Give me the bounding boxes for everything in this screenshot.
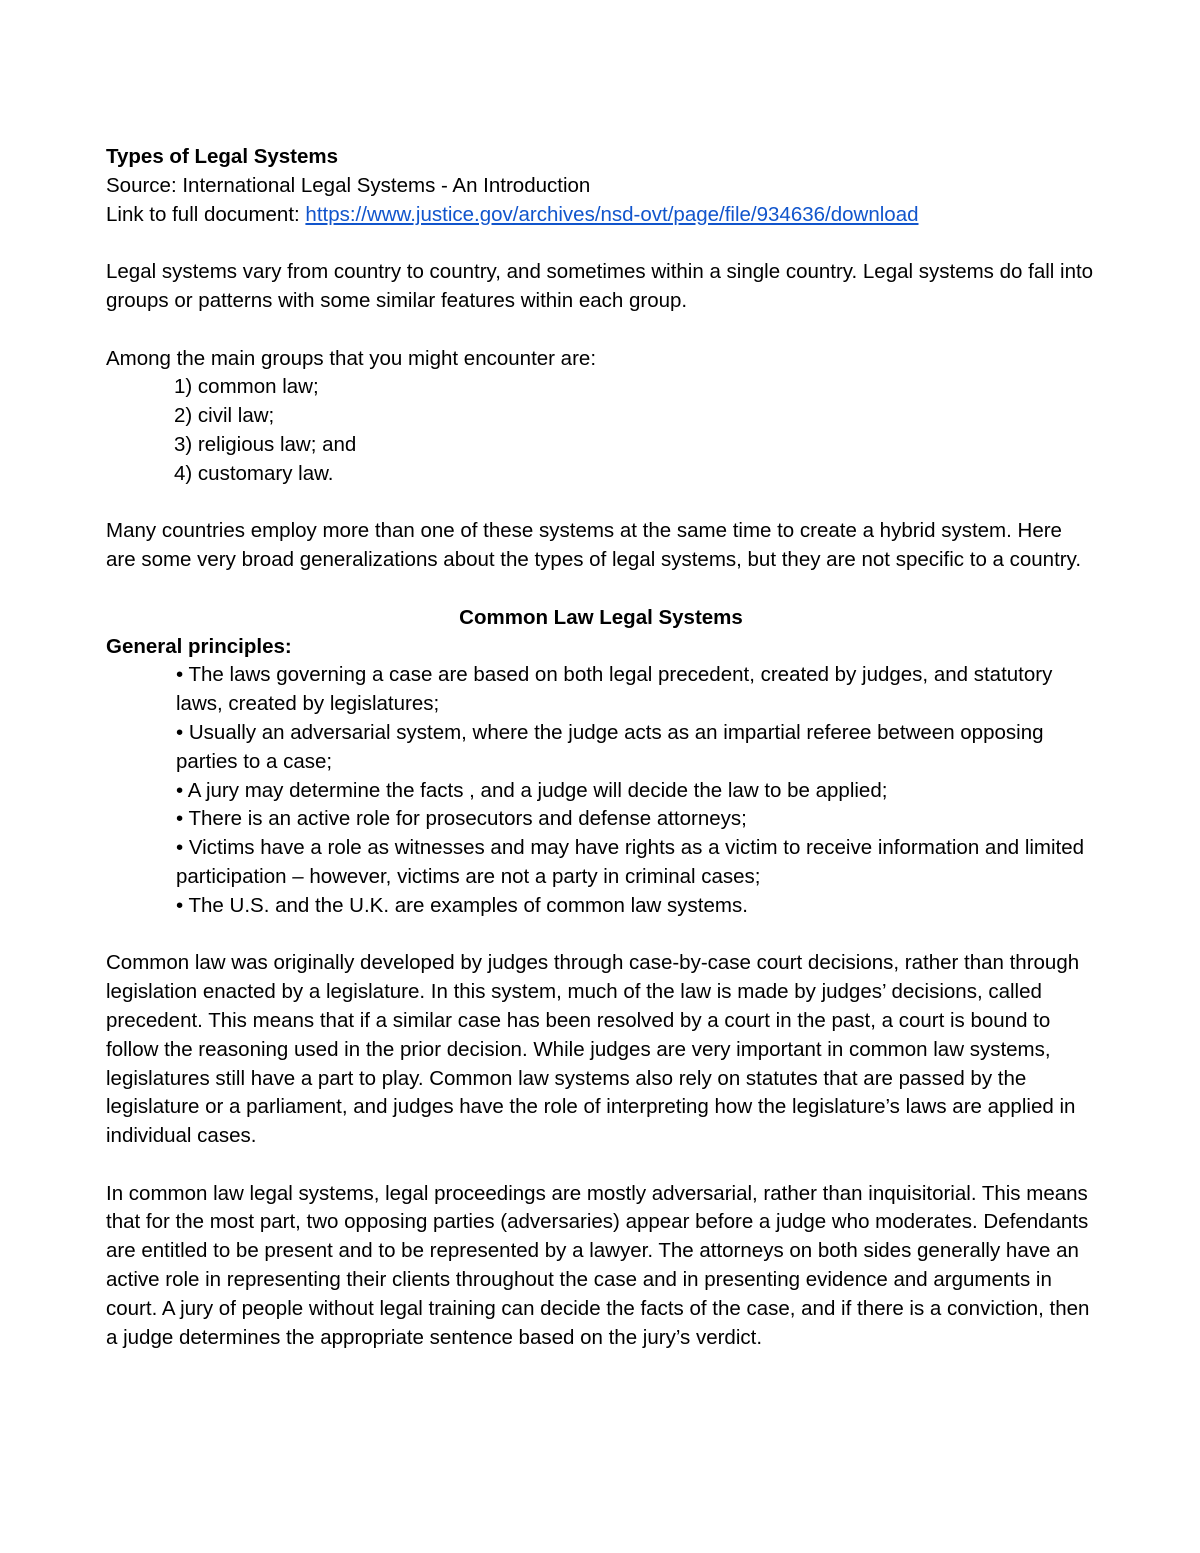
spacer — [106, 229, 1096, 258]
intro-paragraph: Legal systems vary from country to country, and sometimes within a single country. Legal systems do fall into groups or patterns with some similar features within each group. — [106, 260, 1094, 312]
principle-item: • Victims have a role as witnesses and may have rights as a victim to receive information and limited participation – however, victims are not a party in criminal cases; — [176, 836, 1085, 888]
section-heading: Common Law Legal Systems — [459, 605, 743, 629]
link-label: Link to full document: — [106, 202, 306, 226]
principle-item: • The U.S. and the U.K. are examples of common law systems. — [176, 893, 748, 917]
principle-item: • There is an active role for prosecutors and defense attorneys; — [176, 807, 747, 831]
document-title: Types of Legal Systems — [106, 145, 339, 168]
hybrid-paragraph: Many countries employ more than one of these systems at the same time to create a hybrid system. Here are some very broad generalizations about the types of legal systems, but they are not specific to a country. — [106, 519, 1082, 572]
principle-item: • A jury may determine the facts , and a judge will decide the law to be applied; — [176, 778, 888, 802]
spacer — [106, 575, 1096, 604]
document-page — [106, 143, 1096, 1352]
list-item-common-law: 1) common law; — [174, 375, 319, 399]
common-law-paragraph: Common law was originally developed by judges through case-by-case court decisions, rather than through legislation enacted by a legislature. In this system, much of the law is made by judges’ decisions, called precedent. This means that if a similar case has been resolved by a court in the past, a court is bound to follow the reasoning used in the prior decision. While judges are very important in common law systems, legislatures still have a part to play. Common law systems also rely on statutes that are passed by the legislature or a parliament, and judges have the role of interpreting how the legislature’s laws are applied in individual cases. — [106, 951, 1080, 1148]
list-item-customary-law: 4) customary law. — [174, 461, 334, 485]
spacer — [106, 489, 1096, 518]
document-link[interactable]: https://www.justice.gov/archives/nsd-ovt/page/file/934636/download — [305, 202, 919, 226]
principle-item: • Usually an adversarial system, where the judge acts as an impartial referee between opposing parties to a case; — [176, 720, 1044, 773]
source-line: Source: International Legal Systems - An Introduction — [106, 173, 591, 197]
spacer — [106, 1151, 1096, 1180]
list-item-religious-law: 3) religious law; and — [174, 432, 357, 456]
principles-label: General principles: — [106, 634, 292, 658]
principle-item: • The laws governing a case are based on both legal precedent, created by judges, and statutory laws, created by legislatures; — [176, 663, 1053, 716]
groups-intro: Among the main groups that you might encounter are: — [106, 346, 597, 370]
spacer — [106, 316, 1096, 345]
link-line — [106, 201, 1096, 230]
spacer — [106, 921, 1096, 950]
adversarial-paragraph: In common law legal systems, legal proceedings are mostly adversarial, rather than inquisitorial. This means that for the most part, two opposing parties (adversaries) appear before a judge who moderates. Defendants are entitled to be present and to be represented by a lawyer. The attorneys on both sides generally have an active role in representing their clients throughout the case and in presenting evidence and arguments in court. A jury of people without legal training can decide the facts of the case, and if there is a conviction, then a judge determines the appropriate sentence based on the jury’s verdict. — [106, 1181, 1090, 1349]
list-item-civil-law: 2) civil law; — [174, 404, 275, 428]
